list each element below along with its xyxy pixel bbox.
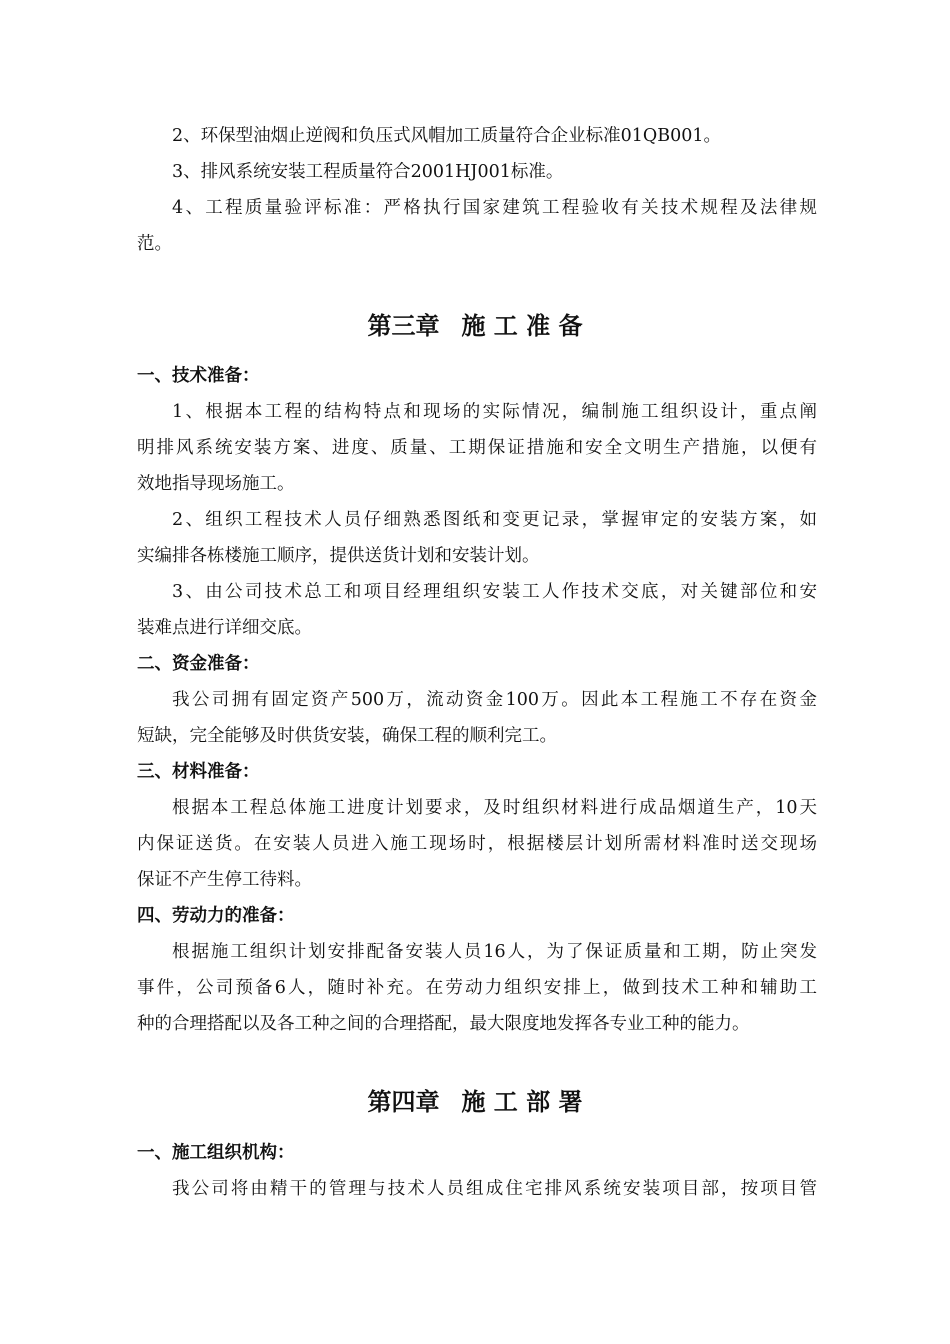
- tech-item-1-line-2: 明排风系统安装方案、进度、质量、工期保证措施和安全文明生产措施，以便有: [137, 438, 817, 458]
- tech-item-2-line-2: 实编排各栋楼施工顺序，提供送货计划和安装计划。: [137, 546, 540, 566]
- tech-item-3-line-2: 装难点进行详细交底。: [137, 618, 312, 638]
- paragraph-item-3: 3、排风系统安装工程质量符合2001HJ001标准。: [172, 162, 564, 182]
- labor-line-2: 事件，公司预备6人，随时补充。在劳动力组织安排上，做到技术工种和辅助工: [137, 978, 817, 998]
- materials-line-1: 根据本工程总体施工进度计划要求，及时组织材料进行成品烟道生产，10天: [172, 798, 817, 818]
- section-heading-technical: 一、技术准备：: [137, 366, 260, 386]
- chapter-4-number: 第四章: [367, 1088, 440, 1116]
- materials-line-3: 保证不产生停工待料。: [137, 870, 312, 890]
- tech-item-1-line-3: 效地指导现场施工。: [137, 474, 295, 494]
- funds-line-1: 我公司拥有固定资产500万，流动资金100万。因此本工程施工不存在资金: [172, 690, 817, 710]
- chapter-4-title: [0, 1085, 950, 1119]
- materials-line-2: 内保证送货。在安装人员进入施工现场时，根据楼层计划所需材料准时送交现场: [137, 834, 817, 854]
- paragraph-item-4-line-1: 4、工程质量验评标准：严格执行国家建筑工程验收有关技术规程及法律规: [172, 198, 817, 218]
- tech-item-2-line-1: 2、组织工程技术人员仔细熟悉图纸和变更记录，掌握审定的安装方案，如: [172, 510, 817, 530]
- tech-item-1-line-1: 1、根据本工程的结构特点和现场的实际情况，编制施工组织设计，重点阐: [172, 402, 817, 422]
- section-heading-materials: 三、材料准备：: [137, 762, 260, 782]
- paragraph-item-4-line-2: 范。: [137, 234, 172, 254]
- section-heading-organization: 一、施工组织机构：: [137, 1143, 295, 1163]
- chapter-4-name: 施 工 部 署: [461, 1088, 583, 1116]
- chapter-3-name: 施 工 准 备: [461, 312, 583, 340]
- tech-item-3-line-1: 3、由公司技术总工和项目经理组织安装工人作技术交底，对关键部位和安: [172, 582, 817, 602]
- organization-line-1: 我公司将由精干的管理与技术人员组成住宅排风系统安装项目部，按项目管: [172, 1179, 817, 1199]
- chapter-3-number: 第三章: [367, 312, 440, 340]
- section-heading-funds: 二、资金准备：: [137, 654, 260, 674]
- labor-line-3: 种的合理搭配以及各工种之间的合理搭配，最大限度地发挥各专业工种的能力。: [137, 1014, 750, 1034]
- section-heading-labor: 四、劳动力的准备：: [137, 906, 295, 926]
- labor-line-1: 根据施工组织计划安排配备安装人员16人，为了保证质量和工期，防止突发: [172, 942, 817, 962]
- chapter-3-title: [0, 309, 950, 343]
- funds-line-2: 短缺，完全能够及时供货安装，确保工程的顺利完工。: [137, 726, 557, 746]
- paragraph-item-2: 2、环保型油烟止逆阀和负压式风帽加工质量符合企业标准01QB001。: [172, 126, 722, 146]
